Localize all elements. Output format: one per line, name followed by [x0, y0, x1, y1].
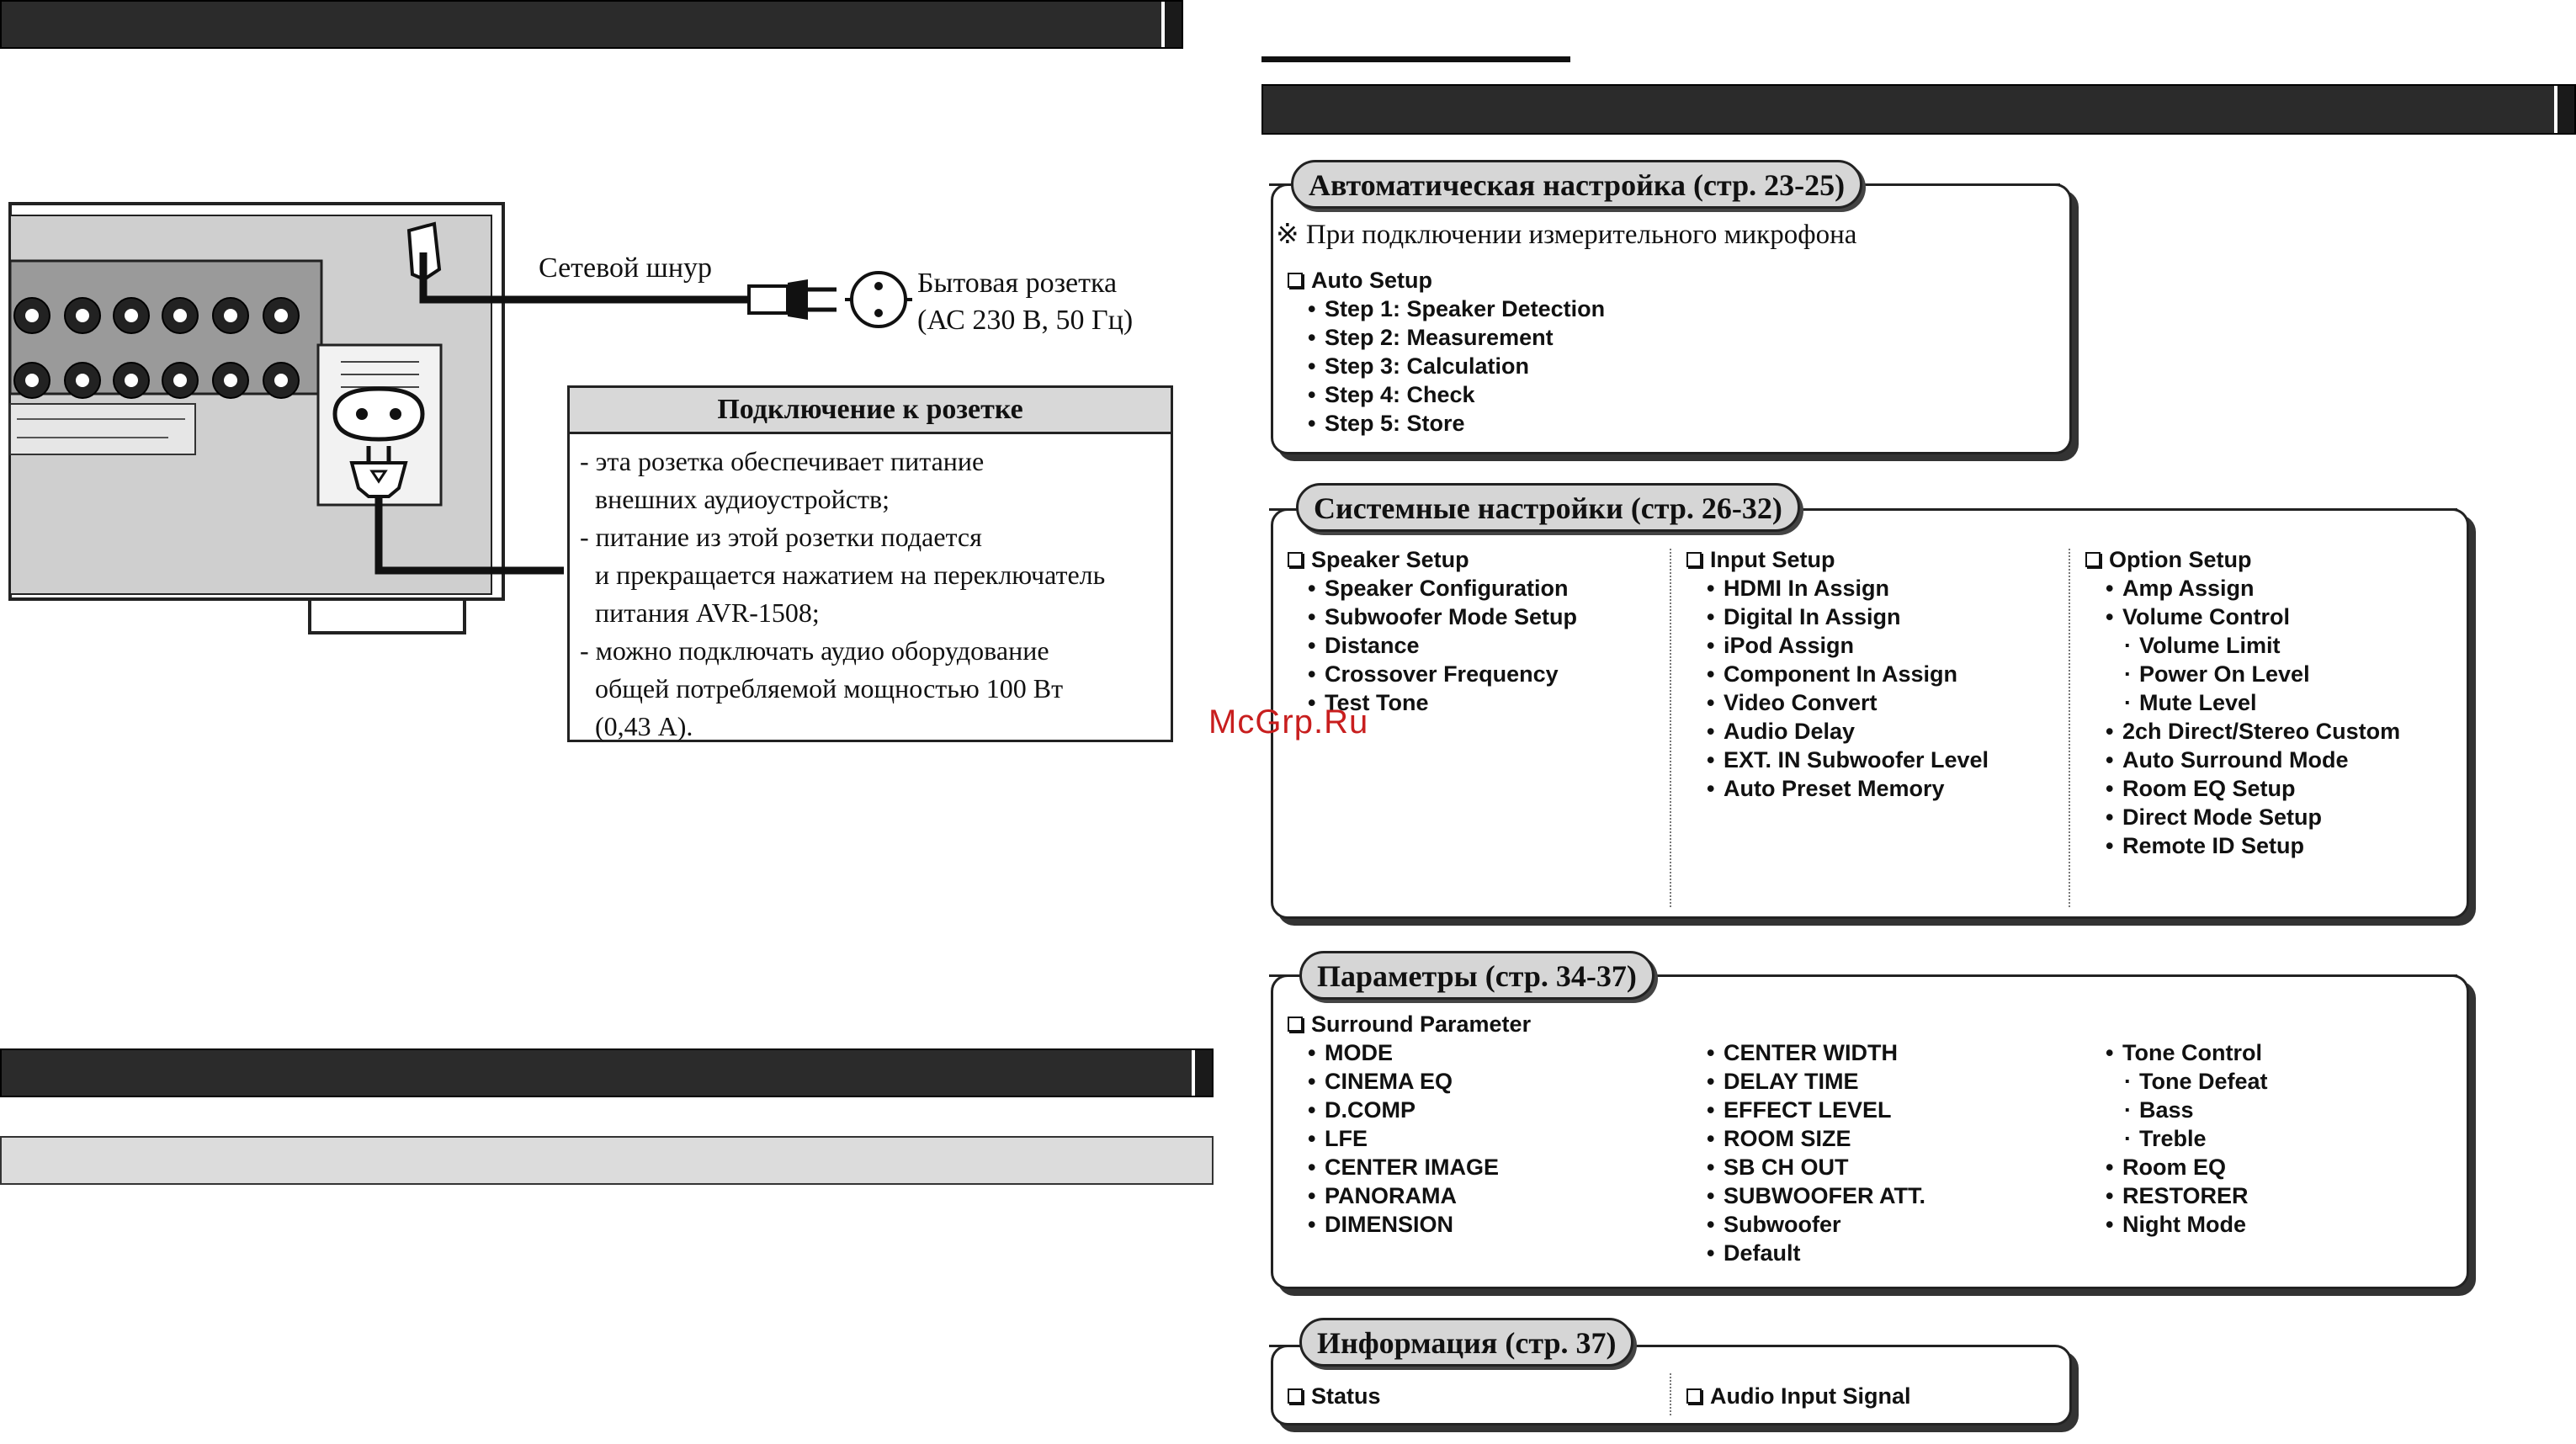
menu-item: • Distance — [1308, 631, 1577, 660]
menu-item: • DELAY TIME — [1707, 1067, 1925, 1096]
title-line — [1269, 1345, 1294, 1347]
column-separator — [1670, 549, 1671, 907]
surround-parameter-label: Surround Parameter — [1311, 1011, 1532, 1037]
parameters-column-3 — [2085, 1038, 2268, 1239]
menu-item: • D.COMP — [1308, 1096, 1531, 1124]
subheader-bar-left — [0, 1136, 1214, 1185]
menu-item: • Subwoofer Mode Setup — [1308, 603, 1577, 631]
power-cord-label: Сетевой шнур — [539, 252, 713, 284]
header-bar-left-middle — [0, 1048, 1214, 1097]
menu-item: • EXT. IN Subwoofer Level — [1707, 746, 1989, 774]
menu-item: • Volume Control — [2106, 603, 2400, 631]
menu-subitem: · Mute Level — [2106, 688, 2400, 717]
menu-item: • Tone Control — [2106, 1038, 2268, 1067]
menu-item: • iPod Assign — [1707, 631, 1989, 660]
header-bar-left-top — [0, 0, 1183, 49]
outlet-line: и прекращается нажатием на переключатель — [595, 560, 1106, 590]
menu-subitem: · Volume Limit — [2106, 631, 2400, 660]
outlet-line: (0,43 А). — [595, 711, 693, 741]
menu-item: • Crossover Frequency — [1308, 660, 1577, 688]
system-settings-title: Системные настройки (стр. 26-32) — [1296, 483, 1800, 532]
title-line — [1858, 183, 2060, 186]
outlet-info-box — [567, 385, 1173, 742]
menu-item: • Speaker Configuration — [1308, 574, 1577, 603]
checkbox-icon — [1288, 1388, 1303, 1404]
checkbox-icon — [1686, 552, 1702, 567]
menu-item: • CINEMA EQ — [1308, 1067, 1531, 1096]
menu-item: • Step 5: Store — [1308, 409, 1605, 438]
checkbox-icon — [1288, 273, 1303, 288]
menu-item: • DIMENSION — [1308, 1210, 1531, 1239]
menu-item: • Direct Mode Setup — [2106, 803, 2400, 831]
speaker-setup-group — [1288, 545, 1577, 717]
short-rule-right — [1261, 56, 1570, 62]
audio-input-signal-label: Audio Input Signal — [1710, 1383, 1911, 1409]
speaker-setup-label: Speaker Setup — [1311, 547, 1469, 572]
parameters-column-2 — [1686, 1038, 1925, 1267]
title-line — [1269, 508, 1291, 511]
information-title: Информация (стр. 37) — [1299, 1318, 1633, 1367]
option-setup-label: Option Setup — [2109, 547, 2252, 572]
outlet-line: общей потребляемой мощностью 100 Вт — [595, 673, 1064, 703]
menu-item: • Step 4: Check — [1308, 380, 1605, 409]
title-line — [1787, 508, 2457, 511]
menu-item: • Step 2: Measurement — [1308, 323, 1605, 352]
menu-item: • PANORAMA — [1308, 1181, 1531, 1210]
menu-item: • CENTER WIDTH — [1707, 1038, 1925, 1067]
menu-item: • Room EQ Setup — [2106, 774, 2400, 803]
household-socket-label: Бытовая розетка — [917, 268, 1118, 299]
checkbox-icon — [1288, 552, 1303, 567]
menu-item: • 2ch Direct/Stereo Custom — [2106, 717, 2400, 746]
outlet-line: - можно подключать аудио оборудование — [580, 635, 1049, 666]
menu-item: • SB CH OUT — [1707, 1153, 1925, 1181]
title-line — [1646, 974, 2457, 977]
menu-item: • Remote ID Setup — [2106, 831, 2400, 860]
outlet-line: - питание из этой розетки подается — [580, 522, 982, 552]
title-line — [1269, 183, 1289, 186]
auto-setup-label: Auto Setup — [1311, 268, 1432, 293]
socket-spec-label: (АС 230 В, 50 Гц) — [917, 305, 1134, 336]
menu-item: • Amp Assign — [2106, 574, 2400, 603]
watermark: McGrp.Ru — [1208, 703, 1369, 741]
column-separator — [1670, 1373, 1671, 1415]
header-bar-right — [1261, 84, 2576, 135]
checkbox-icon — [2085, 552, 2101, 567]
parameters-title: Параметры (стр. 34-37) — [1299, 951, 1654, 1000]
menu-item: • LFE — [1308, 1124, 1531, 1153]
menu-item: • MODE — [1308, 1038, 1531, 1067]
audio-input-signal-group — [1686, 1382, 1910, 1410]
menu-item: • Digital In Assign — [1707, 603, 1989, 631]
menu-item: • RESTORER — [2106, 1181, 2268, 1210]
title-line — [1269, 974, 1294, 977]
outlet-line: внешних аудиоустройств; — [595, 484, 890, 514]
checkbox-icon — [1288, 1017, 1303, 1032]
menu-item: • CENTER IMAGE — [1308, 1153, 1531, 1181]
menu-item: • EFFECT LEVEL — [1707, 1096, 1925, 1124]
menu-item: • Room EQ — [2106, 1153, 2268, 1181]
menu-item: • Step 3: Calculation — [1308, 352, 1605, 380]
column-separator — [2069, 549, 2070, 907]
outlet-box-title: Подключение к розетке — [570, 388, 1171, 434]
menu-item: • HDMI In Assign — [1707, 574, 1989, 603]
menu-subitem: · Tone Defeat — [2106, 1067, 2268, 1096]
menu-subitem: · Treble — [2106, 1124, 2268, 1153]
input-setup-group — [1686, 545, 1989, 803]
auto-setup-group — [1288, 266, 1605, 438]
option-setup-group — [2085, 545, 2400, 860]
menu-item: • Auto Preset Memory — [1707, 774, 1989, 803]
outlet-line: - эта розетка обеспечивает питание — [580, 446, 985, 476]
status-group — [1288, 1382, 1381, 1410]
surround-parameter-group — [1288, 1010, 1531, 1239]
input-setup-label: Input Setup — [1710, 547, 1835, 572]
menu-item: • Default — [1707, 1239, 1925, 1267]
menu-item: • SUBWOOFER ATT. — [1707, 1181, 1925, 1210]
menu-item: • Audio Delay — [1707, 717, 1989, 746]
menu-item: • Auto Surround Mode — [2106, 746, 2400, 774]
menu-item: • Test Tone — [1308, 688, 1577, 717]
menu-item: • Video Convert — [1707, 688, 1989, 717]
microphone-note: ※ При подключении измерительного микрофона — [1276, 220, 1857, 250]
menu-item: • Subwoofer — [1707, 1210, 1925, 1239]
menu-item: • Component In Assign — [1707, 660, 1989, 688]
menu-item: • Night Mode — [2106, 1210, 2268, 1239]
menu-subitem: · Bass — [2106, 1096, 2268, 1124]
checkbox-icon — [1686, 1388, 1702, 1404]
menu-item: • Step 1: Speaker Detection — [1308, 295, 1605, 323]
outlet-line: питания AVR-1508; — [595, 597, 820, 628]
auto-setup-title: Автоматическая настройка (стр. 23-25) — [1291, 160, 1862, 209]
status-label: Status — [1311, 1383, 1381, 1409]
menu-item: • ROOM SIZE — [1707, 1124, 1925, 1153]
menu-subitem: · Power On Level — [2106, 660, 2400, 688]
